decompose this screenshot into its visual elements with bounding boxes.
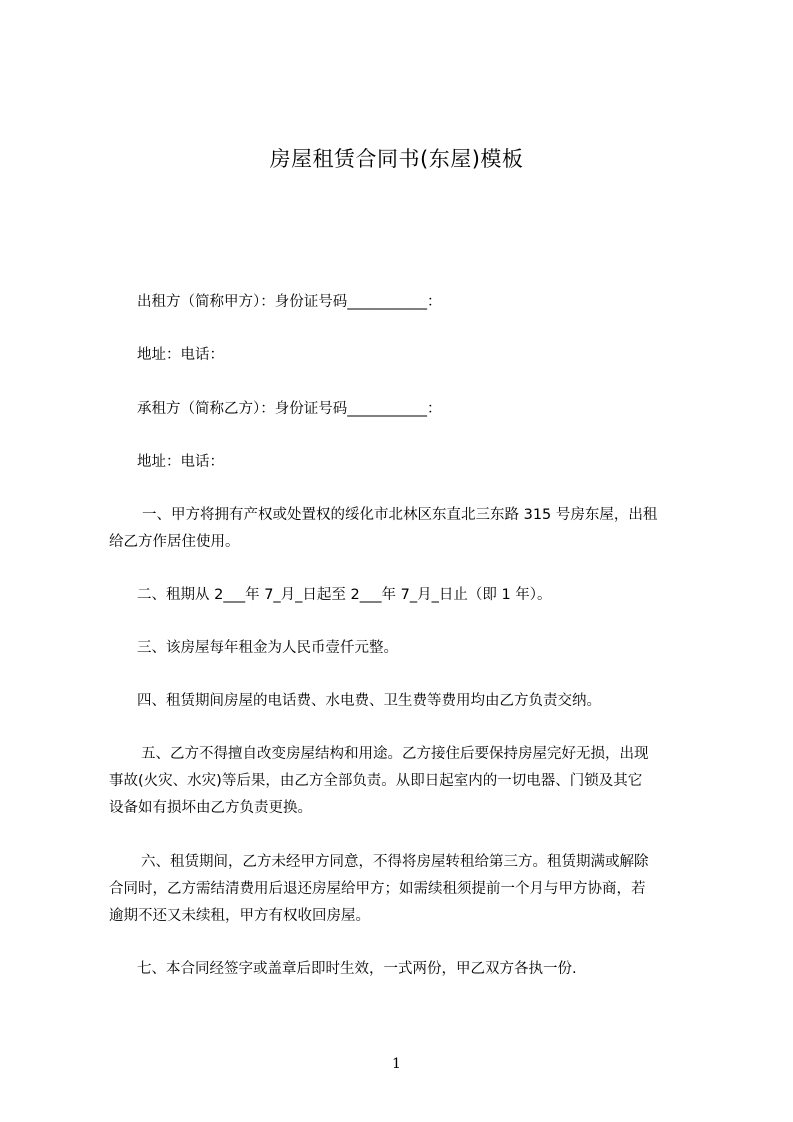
clause-2: 二、租期从 2___年 7_月_日起至 2___年 7_月_日止（即 1 年）。 bbox=[137, 587, 552, 603]
lessee-line: 承租方（简称乙方）：身份证号码___________： bbox=[137, 401, 442, 417]
document-title: 房屋租赁合同书(东屋)模板 bbox=[269, 147, 524, 171]
clause-5-line-2: 事故(火灾、水灾)等后果，由乙方全部负责。从即日起室内的一切电器、门锁及其它 bbox=[109, 773, 643, 789]
page-number: 1 bbox=[392, 1056, 401, 1072]
clause-5-line-1: 五、乙方不得擅自改变房屋结构和用途。乙方接住后要保持房屋完好无损，出现 bbox=[141, 746, 649, 762]
lessee-address-line: 地址：电话： bbox=[137, 454, 224, 470]
clause-6-line-1: 六、租赁期间，乙方未经甲方同意，不得将房屋转租给第三方。租赁期满或解除 bbox=[141, 854, 649, 870]
clause-7: 七、本合同经签字或盖章后即时生效，一式两份，甲乙双方各执一份. bbox=[137, 961, 577, 977]
clause-5-line-3: 设备如有损坏由乙方负责更换。 bbox=[109, 800, 312, 816]
clause-6-line-2: 合同时，乙方需结清费用后退还房屋给甲方；如需续租须提前一个月与甲方协商，若 bbox=[109, 881, 646, 897]
clause-1-line-2: 给乙方作居住使用。 bbox=[109, 534, 240, 550]
clause-4: 四、租赁期间房屋的电话费、水电费、卫生费等费用均由乙方负责交纳。 bbox=[137, 693, 601, 709]
clause-3: 三、该房屋每年租金为人民币壹仟元整。 bbox=[137, 640, 398, 656]
clause-1-line-1: 一、甲方将拥有产权或处置权的绥化市北林区东直北三东路 315 号房东屋，出租 bbox=[142, 507, 658, 523]
lessor-line: 出租方（简称甲方）：身份证号码___________： bbox=[137, 294, 442, 310]
clause-6-line-3: 逾期不还又未续租，甲方有权收回房屋。 bbox=[109, 908, 370, 924]
lessor-address-line: 地址：电话： bbox=[137, 347, 224, 363]
